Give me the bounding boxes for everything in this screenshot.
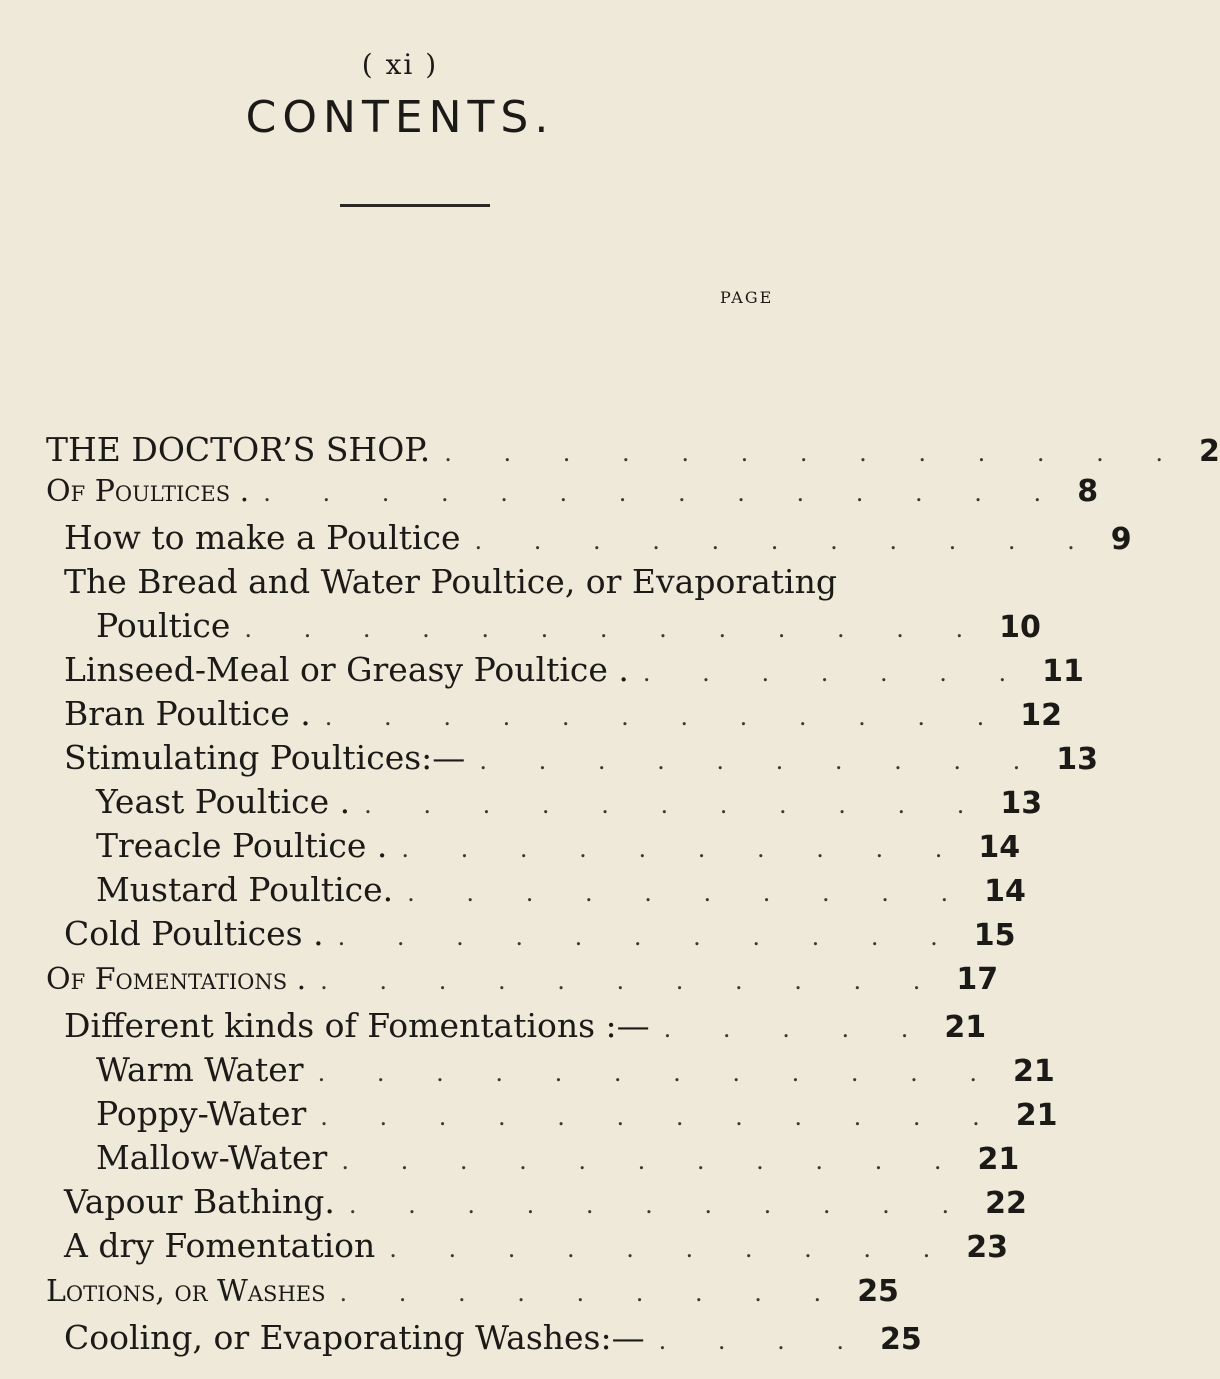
- toc-entry-label: Mallow-Water: [96, 1138, 328, 1177]
- toc-entry-label: Bran Poultice .: [64, 694, 311, 733]
- toc-entry: [0, 474, 1099, 518]
- toc-entry-page: 15: [973, 918, 1016, 953]
- toc-entry-page: 14: [984, 874, 1026, 909]
- toc-entry-label: Warm Water: [96, 1050, 304, 1089]
- toc-entry-page: 23: [966, 1230, 1008, 1265]
- toc-entry-label: Different kinds of Fomentations :—: [64, 1006, 650, 1045]
- leader-dots: . . . . . . . . . . .: [364, 791, 987, 819]
- toc-entry-page: 22: [985, 1186, 1027, 1221]
- toc-entry-label: Mustard Poultice.: [96, 870, 394, 909]
- toc-entry-page: 9: [1110, 522, 1132, 557]
- toc-entry: [0, 1318, 922, 1362]
- toc-entry-label: Treacle Poultice .: [96, 826, 388, 865]
- toc-entry-label: A dry Fomentation: [64, 1226, 376, 1265]
- leader-dots: . . . . . . . . . . . . .: [444, 439, 1186, 467]
- toc-entry-label: Of Poultices .: [46, 474, 250, 509]
- toc-entry: [0, 694, 1063, 738]
- toc-entry-page: 25: [880, 1322, 922, 1357]
- toc-entry-label: Poppy-Water: [96, 1094, 307, 1133]
- leader-dots: . . . . . . . . . .: [479, 747, 1043, 775]
- toc-entry: [0, 518, 1132, 562]
- toc-entry-label: Cold Poultices .: [64, 914, 324, 953]
- page-number: ( xi ): [361, 48, 439, 81]
- toc-entry-page: 21: [944, 1010, 987, 1045]
- toc-entry-page: 25: [857, 1274, 899, 1309]
- leader-dots: . . . . . . . . . . .: [474, 527, 1097, 555]
- toc-entry: [0, 606, 1041, 650]
- toc-entry-page: 12: [1020, 698, 1063, 733]
- toc-entry: [0, 650, 1084, 694]
- toc-entry: [0, 738, 1099, 782]
- leader-dots: . . . .: [658, 1327, 867, 1355]
- leader-dots: . . . . . . . . . . .: [348, 1191, 972, 1219]
- toc-entry: [0, 1182, 1027, 1226]
- toc-entry-label: Lotions, or Washes: [46, 1274, 326, 1309]
- toc-entry: [0, 962, 999, 1006]
- leader-dots: . . . . . . . . . .: [407, 879, 971, 907]
- toc-entry: [0, 782, 1043, 826]
- leader-dots: . . . . . . . . . . .: [320, 967, 943, 995]
- toc-entry-label: The Bread and Water Poultice, or Evaporating: [64, 562, 837, 601]
- toc-entry-page: 21: [1013, 1054, 1055, 1089]
- leader-dots: . . . . . . . . . . . . . .: [263, 479, 1064, 507]
- toc-entry-page: 17: [956, 962, 999, 997]
- toc-entry-page: 13: [1056, 742, 1099, 777]
- toc-entry-page: 10: [999, 610, 1041, 645]
- page-title: CONTENTS.: [245, 92, 555, 143]
- toc-entry-page: 21: [1015, 1098, 1058, 1133]
- toc-entry-page: 2: [1199, 434, 1220, 469]
- toc-entry: [0, 1006, 987, 1050]
- toc-entry: [0, 430, 1220, 474]
- toc-entry-label: Linseed-Meal or Greasy Poultice .: [64, 650, 629, 689]
- toc-entry-label: Cooling, or Evaporating Washes:—: [64, 1318, 645, 1357]
- toc-entry-label: How to make a Poultice: [64, 518, 461, 557]
- leader-dots: . . . . . . . . .: [339, 1279, 844, 1307]
- leader-dots: . . . . . . . . . . . .: [317, 1059, 1000, 1087]
- leader-dots: . . . . . . . . . .: [389, 1235, 953, 1263]
- leader-dots: . . . . . . .: [642, 659, 1029, 687]
- toc-entry-label: Poultice: [96, 606, 231, 645]
- toc-entry: [0, 562, 837, 606]
- toc-entry-page: 11: [1042, 654, 1084, 689]
- toc-entry: [0, 1226, 1008, 1270]
- leader-dots: . . . . . . . . . . . .: [324, 703, 1007, 731]
- toc-entry-page: 14: [978, 830, 1021, 865]
- leader-dots: . . . . . . . . . . .: [337, 923, 960, 951]
- toc-entry: [0, 1274, 899, 1318]
- leader-dots: . . . . . . . . . . . .: [320, 1103, 1002, 1131]
- page-column-label: PAGE: [720, 288, 774, 307]
- toc-entry-label: Yeast Poultice .: [96, 782, 351, 821]
- toc-entry: [0, 1138, 1020, 1182]
- leader-dots: . . . . . . . . . . .: [341, 1147, 964, 1175]
- toc-entry-page: 21: [977, 1142, 1020, 1177]
- toc-entry: [0, 1050, 1055, 1094]
- leader-dots: . . . . . . . . . . . . .: [244, 615, 986, 643]
- toc-entry: [0, 914, 1016, 958]
- title-rule: [340, 204, 490, 207]
- toc-entry: [0, 870, 1026, 914]
- toc-entry-page: 8: [1077, 474, 1099, 509]
- toc-entry-label: Stimulating Poultices:—: [64, 738, 466, 777]
- toc-entry-page: 13: [1000, 786, 1043, 821]
- leader-dots: . . . . . . . . . .: [401, 835, 965, 863]
- toc-entry-label: Of Fomentations .: [46, 962, 307, 997]
- toc-entry-label: Vapour Bathing.: [64, 1182, 335, 1221]
- toc-entry: [0, 826, 1021, 870]
- toc-entry: [0, 1094, 1058, 1138]
- leader-dots: . . . . .: [663, 1015, 931, 1043]
- toc-entry-label: THE DOCTOR’S SHOP.: [46, 430, 431, 469]
